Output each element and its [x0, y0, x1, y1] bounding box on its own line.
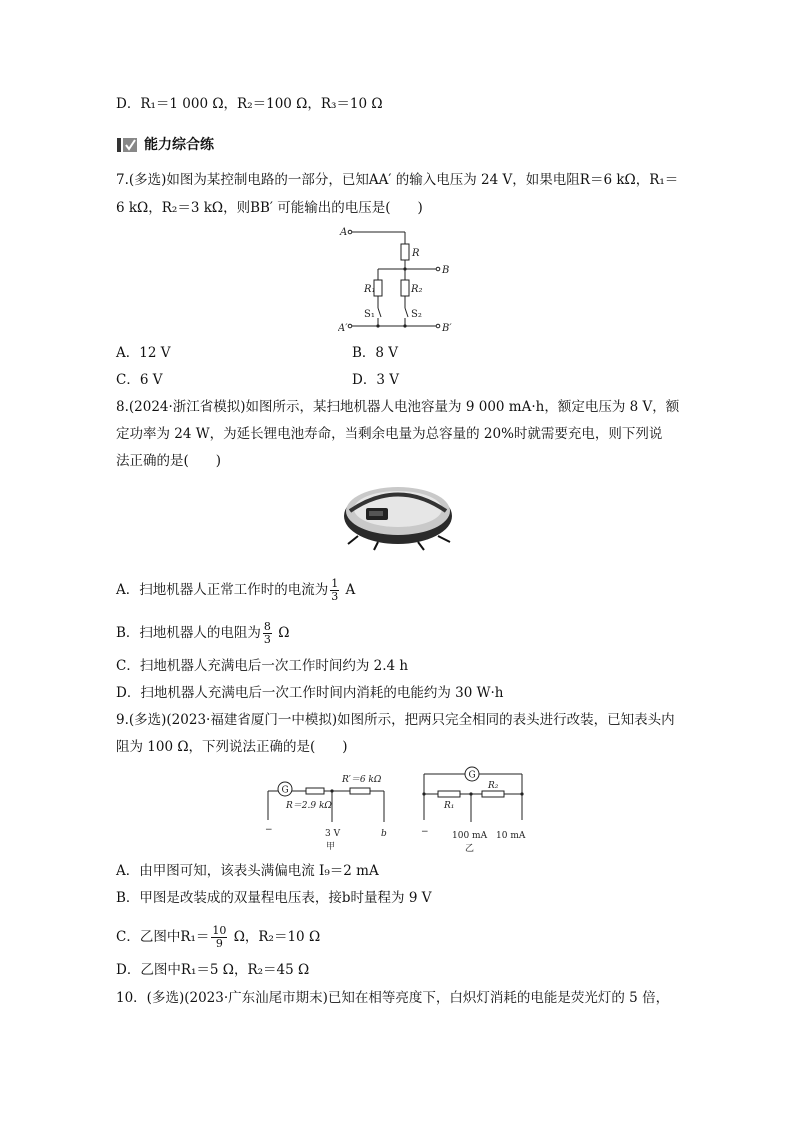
- q9-line2: 阻为 100 Ω，下列说法正确的是( ): [116, 739, 348, 755]
- label-r1: R₁: [364, 284, 376, 295]
- checkbox-icon: [116, 136, 138, 154]
- q8-option-b-text: B．扫地机器人的电阻为: [116, 625, 261, 641]
- terminal-100ma: 100 mA: [452, 831, 488, 841]
- resistor-r-prime-label: R′＝6 kΩ: [342, 775, 382, 785]
- q7-line2: 6 kΩ，R₂＝3 kΩ，则BB′ 可能输出的电压是( ): [116, 200, 423, 216]
- q8-line1: 8.(2024·浙江省模拟)如图所示，某扫地机器人电池容量为 9 000 mA·h，额定电压为 8 V，额: [116, 399, 680, 415]
- q7-option-a: A．12 V: [116, 345, 171, 361]
- q9-circuit-yi: [418, 764, 538, 856]
- minus-terminal: −: [421, 827, 429, 837]
- label-b-prime: B′: [442, 323, 452, 334]
- terminal-b: b: [381, 829, 387, 839]
- q8-option-a: [116, 578, 355, 603]
- figure-yi-caption: 乙: [465, 844, 475, 854]
- q9-circuit-jia: [262, 766, 402, 854]
- robot-vacuum-image: [338, 478, 458, 552]
- q7-circuit-diagram: [338, 222, 468, 336]
- resistor-r-label: R＝2.9 kΩ: [286, 801, 332, 811]
- q10-line1: 10．(多选)(2023·广东汕尾市期末)已知在相等亮度下，白炽灯消耗的电能是荧光灯的 5 倍，: [116, 990, 670, 1006]
- minus-terminal: −: [265, 825, 273, 835]
- q8-option-c: C．扫地机器人充满电后一次工作时间约为 2.4 h: [116, 658, 409, 674]
- q8-option-b: [116, 621, 289, 646]
- label-r: R: [412, 248, 420, 259]
- fraction-den: 3: [263, 633, 271, 646]
- q9-option-b: B．甲图是改装成的双量程电压表，接b时量程为 9 V: [116, 890, 432, 906]
- fraction-num: 10: [212, 924, 227, 937]
- label-r2: R₂: [411, 284, 423, 295]
- terminal-10ma: 10 mA: [496, 831, 526, 841]
- fraction-num: 8: [263, 620, 271, 633]
- fraction: [263, 621, 272, 646]
- q9-line1: 9.(多选)(2023·福建省厦门一中模拟)如图所示，把两只完全相同的表头进行改装，已知表头内: [116, 712, 675, 728]
- fraction-num: 1: [331, 577, 339, 590]
- q8-line3: 法正确的是( ): [116, 453, 222, 469]
- resistor-r1-label: R₁: [444, 801, 455, 811]
- label-a: A: [340, 227, 348, 238]
- section-title: 能力综合练: [144, 137, 214, 153]
- label-b: B: [442, 265, 450, 276]
- label-s1: S₁: [364, 309, 375, 320]
- q8-option-a-text: A．扫地机器人正常工作时的电流为: [116, 582, 329, 598]
- q8-line2: 定功率为 24 W，为延长锂电池寿命，当剩余电量为总容量的 20%时就需要充电，则下列说: [116, 426, 663, 442]
- fraction-den: 3: [331, 590, 339, 603]
- unit: Ω: [278, 625, 290, 641]
- q9-option-c-text: C．乙图中R₁＝: [116, 929, 210, 945]
- figure-jia-caption: 甲: [326, 842, 336, 852]
- q7-option-c: C．6 V: [116, 372, 163, 388]
- resistor-r2-label: R₂: [488, 781, 499, 791]
- q9-option-a: A．由甲图可知，该表头满偏电流 I₉＝2 mA: [116, 863, 379, 879]
- q9-option-d: D．乙图中R₁＝5 Ω，R₂＝45 Ω: [116, 962, 310, 978]
- fraction: [211, 925, 227, 950]
- q6-option-d: D．R₁＝1 000 Ω，R₂＝100 Ω，R₃＝10 Ω: [116, 96, 383, 112]
- q9-option-c-rest: Ω，R₂＝10 Ω: [233, 929, 321, 945]
- q7-line1: 7.(多选)如图为某控制电路的一部分，已知AA′ 的输入电压为 24 V，如果电阻R＝6 kΩ，R₁＝: [116, 172, 679, 188]
- fraction-den: 9: [215, 937, 223, 950]
- galvanometer-label: G: [281, 785, 289, 796]
- unit: A: [345, 582, 356, 598]
- terminal-3v: 3 V: [325, 829, 341, 839]
- q7-option-d: D．3 V: [352, 372, 399, 388]
- q8-option-d: D．扫地机器人充满电后一次工作时间内消耗的电能约为 30 W·h: [116, 685, 504, 701]
- label-s2: S₂: [411, 309, 422, 320]
- q9-option-c: [116, 925, 320, 950]
- fraction: [330, 578, 339, 603]
- label-a-prime: A′: [338, 323, 348, 334]
- q7-option-b: B．8 V: [352, 345, 399, 361]
- galvanometer-label: G: [468, 770, 476, 781]
